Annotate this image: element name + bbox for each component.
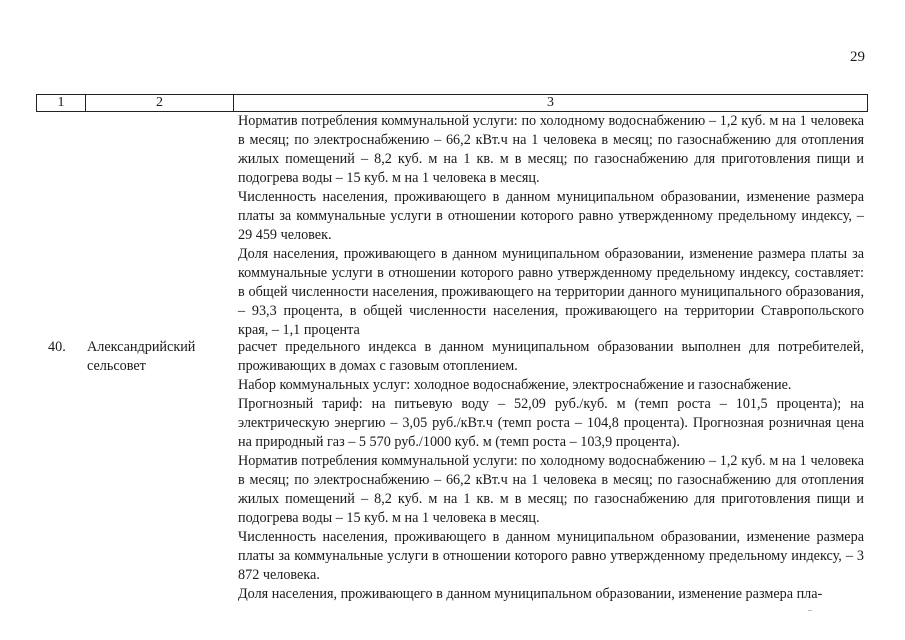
municipality-name: Александрийский сельсовет bbox=[87, 339, 196, 374]
tariff-paragraph: Прогнозный тариф: на питьевую воду – 52,09 руб./куб. м (темп роста – 101,5 процента); на электрическую энергию – 3,05 руб./кВт.ч (темп роста – 104,8 процента). Прогнозная розничная цена на природный газ – 5 570 руб./1000 куб. м (темп роста – 103,9 процента). bbox=[238, 396, 864, 450]
row-40-content bbox=[238, 338, 864, 604]
population-paragraph: Численность населения, проживающего в данном муниципальном образовании, изменение размера платы за коммунальные услуги в отношении которого равно утвержденному предельному индексу, – 3 872 человека. bbox=[238, 529, 864, 583]
population-share-paragraph: Доля населения, проживающего в данном муниципальном образовании, изменение размера платы за коммунальные услуги в отношении которого равно утвержденному предельному индексу, составляет: в общей численности населения, проживающего на территории данного муниципального образования, – 93,3 процента, в общей численности населения, проживающего на территории Ставропольского края, – 1,1 процента bbox=[238, 246, 864, 338]
calculation-paragraph: расчет предельного индекса в данном муниципальном образовании выполнен для потребителей, проживающих в домах с газовым отоплением. bbox=[238, 339, 864, 374]
population-share-paragraph: Доля населения, проживающего в данном муниципальном образовании, изменение размера пла- bbox=[238, 586, 823, 602]
scan-artifact bbox=[808, 610, 812, 611]
continued-row-content bbox=[238, 112, 864, 340]
table-header-row bbox=[36, 94, 868, 112]
norms-paragraph: Норматив потребления коммунальной услуги: по холодному водоснабжению – 1,2 куб. м на 1 человека в месяц; по электроснабжению – 66,2 кВт.ч на 1 человека в месяц; по газоснабжению для отопления жилых помещений – 8,2 куб. м на 1 кв. м в месяц; по газоснабжению для приготовления пищи и подогрева воды – 15 куб. м на 1 человека в месяц. bbox=[238, 453, 864, 526]
services-paragraph: Набор коммунальных услуг: холодное водоснабжение, электроснабжение и газоснабжение. bbox=[238, 377, 792, 393]
page-number: 29 bbox=[850, 49, 865, 65]
norms-paragraph: Норматив потребления коммунальной услуги: по холодному водоснабжению – 1,2 куб. м на 1 человека в месяц; по электроснабжению – 66,2 кВт.ч на 1 человека в месяц; по газоснабжению для отопления жилых помещений – 8,2 куб. м на 1 кв. м в месяц; по газоснабжению для приготовления пищи и подогрева воды – 15 куб. м на 1 человека в месяц. bbox=[238, 113, 864, 186]
table-header-col-2: 2 bbox=[86, 95, 234, 111]
table-header-col-3: 3 bbox=[547, 95, 554, 110]
table-header-col-1: 1 bbox=[37, 95, 86, 111]
population-paragraph: Численность населения, проживающего в данном муниципальном образовании, изменение размера платы за коммунальные услуги в отношении которого равно утвержденному предельному индексу, – 29 459 человек. bbox=[238, 189, 864, 243]
row-number: 40. bbox=[48, 339, 66, 355]
